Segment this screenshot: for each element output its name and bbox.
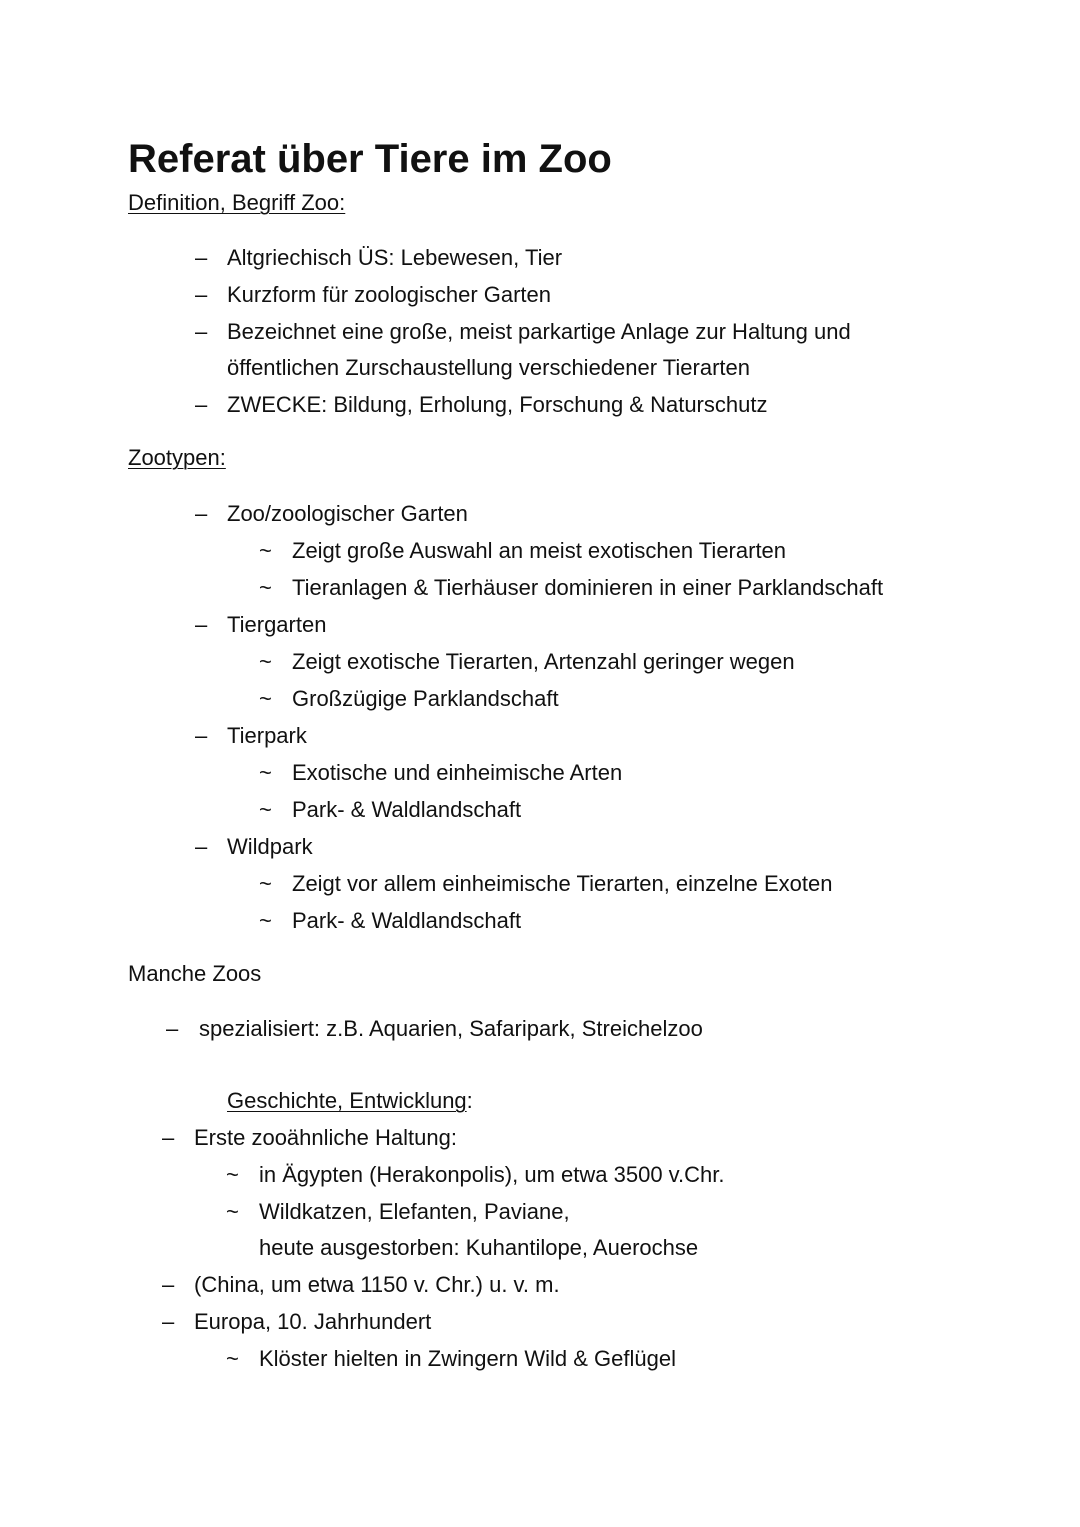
tilde-bullet: ~ xyxy=(259,575,272,600)
list-item-text: Kurzform für zoologischer Garten xyxy=(227,282,552,307)
list-item-text: Altgriechisch ÜS: Lebewesen, Tier xyxy=(227,245,563,270)
history-detail-text: in Ägypten (Herakonpolis), um etwa 3500 v.Chr. xyxy=(259,1162,725,1187)
history-item-text: Europa, 10. Jahrhundert xyxy=(194,1309,432,1334)
tilde-bullet: ~ xyxy=(259,797,272,822)
zootype-name: Zoo/zoologischer Garten xyxy=(227,501,468,526)
zootype-detail-text: Exotische und einheimische Arten xyxy=(292,760,623,785)
tilde-bullet: ~ xyxy=(226,1162,239,1187)
dash-bullet: – xyxy=(195,282,208,307)
history-detail-text: Klöster hielten in Zwingern Wild & Geflügel xyxy=(259,1346,676,1371)
dash-bullet: – xyxy=(162,1272,175,1297)
dash-bullet: – xyxy=(166,1016,179,1041)
tilde-bullet: ~ xyxy=(259,538,272,563)
zootype-detail-text: Großzügige Parklandschaft xyxy=(292,686,559,711)
list-item-text: ZWECKE: Bildung, Erholung, Forschung & Naturschutz xyxy=(227,392,768,417)
dash-bullet: – xyxy=(195,319,208,344)
dash-bullet: – xyxy=(162,1125,175,1150)
zootype-detail-text: Zeigt große Auswahl an meist exotischen Tierarten xyxy=(292,538,787,563)
history-item-text: Erste zooähnliche Haltung: xyxy=(194,1125,457,1150)
page-title: Referat über Tiere im Zoo xyxy=(128,137,612,181)
geschichte-heading-text: Geschichte, Entwicklung xyxy=(227,1088,467,1113)
dash-bullet: – xyxy=(162,1309,175,1334)
geschichte-heading-colon: : xyxy=(466,1088,473,1113)
tilde-bullet: ~ xyxy=(259,649,272,674)
list-item-continuation: öffentlichen Zurschaustellung verschiedener Tierarten xyxy=(227,355,751,380)
zootype-detail-text: Park- & Waldlandschaft xyxy=(292,908,522,933)
tilde-bullet: ~ xyxy=(259,686,272,711)
dash-bullet: – xyxy=(195,501,208,526)
dash-bullet: – xyxy=(195,392,208,417)
zootype-name: Tiergarten xyxy=(227,612,327,637)
dash-bullet: – xyxy=(195,612,208,637)
history-detail-text: Wildkatzen, Elefanten, Paviane, xyxy=(259,1199,570,1224)
section-heading-definition: Definition, Begriff Zoo: xyxy=(128,190,346,215)
tilde-bullet: ~ xyxy=(259,871,272,896)
section-heading-geschichte xyxy=(227,1087,473,1115)
dash-bullet: – xyxy=(195,245,208,270)
zootype-detail-text: Park- & Waldlandschaft xyxy=(292,797,522,822)
tilde-bullet: ~ xyxy=(259,908,272,933)
dash-bullet: – xyxy=(195,834,208,859)
tilde-bullet: ~ xyxy=(226,1346,239,1371)
history-item-text: (China, um etwa 1150 v. Chr.) u. v. m. xyxy=(194,1272,560,1297)
dash-bullet: – xyxy=(195,723,208,748)
section-heading-manche-zoos: Manche Zoos xyxy=(128,961,262,986)
zootype-name: Wildpark xyxy=(227,834,313,859)
tilde-bullet: ~ xyxy=(226,1199,239,1224)
history-detail-continuation: heute ausgestorben: Kuhantilope, Auerochse xyxy=(259,1235,699,1260)
list-item-text: Bezeichnet eine große, meist parkartige Anlage zur Haltung und xyxy=(227,319,851,344)
zootype-detail-text: Zeigt exotische Tierarten, Artenzahl geringer wegen xyxy=(292,649,795,674)
zootype-name: Tierpark xyxy=(227,723,307,748)
section-heading-zootypen: Zootypen: xyxy=(128,445,226,470)
list-item-text: spezialisiert: z.B. Aquarien, Safaripark, Streichelzoo xyxy=(199,1016,703,1041)
zootype-detail-text: Zeigt vor allem einheimische Tierarten, einzelne Exoten xyxy=(292,871,833,896)
zootype-detail-text: Tieranlagen & Tierhäuser dominieren in einer Parklandschaft xyxy=(292,575,884,600)
tilde-bullet: ~ xyxy=(259,760,272,785)
